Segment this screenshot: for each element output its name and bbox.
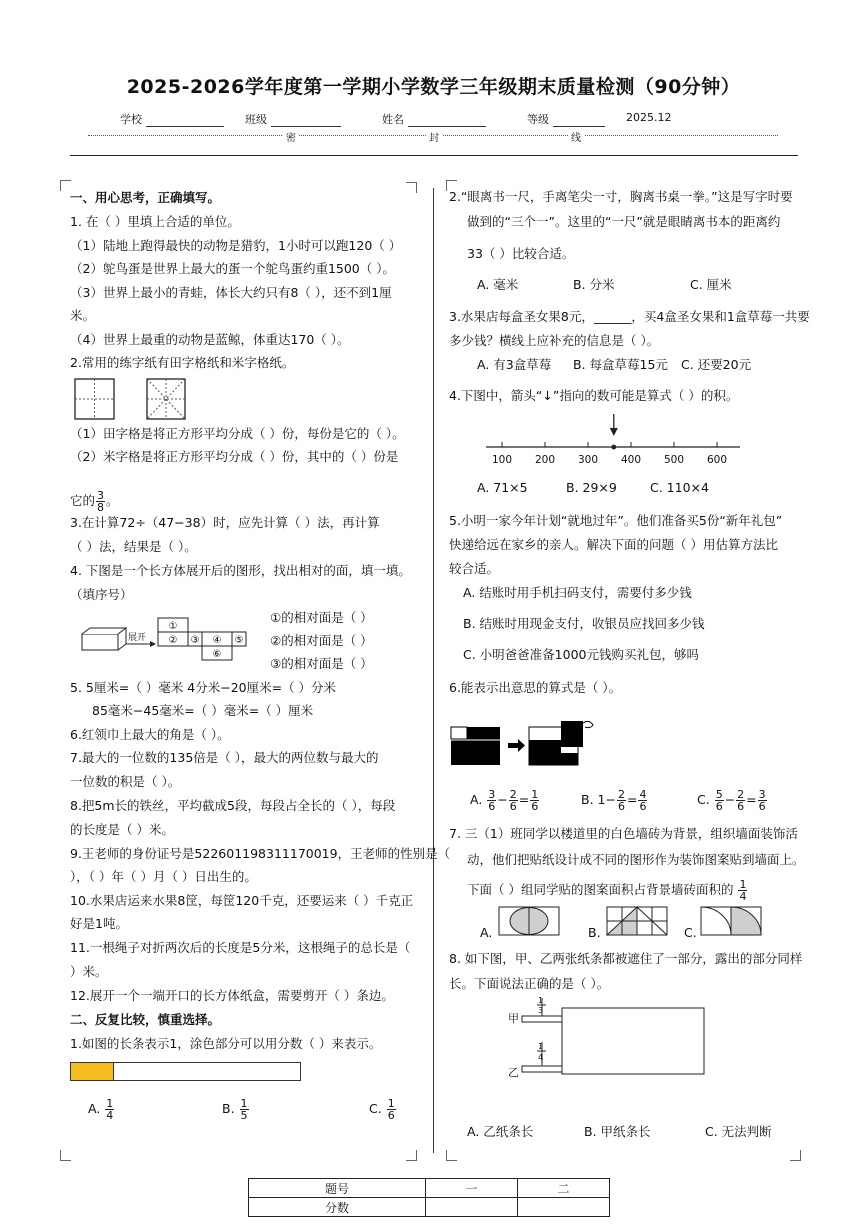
frac-den: 6 [639,800,647,813]
option-letter: A. [470,792,483,807]
grade-blank[interactable] [553,114,605,127]
frac-den: 6 [715,800,723,813]
number-line-tick-label: 600 [706,454,728,466]
tile-pattern-a[interactable] [498,906,560,936]
frac-num: 1 [387,1097,395,1110]
r-q3-option-a[interactable]: A. 有3盒草莓 [477,357,552,372]
jia-frac-den: 3 [538,1006,544,1015]
r-q4-option-b[interactable]: B. 29×9 [566,480,617,495]
expr-operator: = [518,792,530,807]
option-letter: B. [222,1101,235,1116]
number-line [486,410,746,466]
r-q5-line1: 5.小明一家今年计划“就地过年”。他们准备买5份“新年礼包” [449,513,783,528]
name-blank[interactable] [408,114,486,127]
r-q2-option-c[interactable]: C. 厘米 [690,277,732,292]
option-letter: C. [369,1101,382,1116]
s2-q1-option-a[interactable] [88,1098,115,1121]
q10-line2: 好是1吨。 [70,916,128,931]
q11-line2: ）米。 [70,964,108,979]
r-q7-line3-text: 下面（ ）组同学贴的图案面积占背景墙砖面积的 [467,882,734,897]
frac-num: 1 [106,1097,114,1110]
section-1-heading: 一、用心思考，正确填写。 [70,190,221,205]
corner-mark [60,1150,71,1161]
r-q8-option-c[interactable]: C. 无法判断 [705,1124,772,1139]
frac-den: 5 [240,1109,248,1122]
r-q4-option-a[interactable]: A. 71×5 [477,480,528,495]
r-q5-line3: 较合适。 [449,561,500,576]
expr-operator: = [746,792,757,807]
frac-num: 5 [715,788,723,801]
expr-operator: 1− [597,792,616,807]
q2-2-prefix: 它的 [70,493,96,508]
number-line-tick-label: 100 [491,454,513,466]
class-blank[interactable] [271,114,341,127]
option-letter: A. [88,1101,101,1116]
option-expression [486,788,540,813]
corner-mark [406,1150,417,1161]
r-q8-option-a[interactable]: A. 乙纸条长 [467,1124,534,1139]
r-q5-option-a[interactable]: A. 结账时用手机扫码支付，需要付多少钱 [463,585,692,600]
number-line-tick-label: 200 [534,454,556,466]
corner-mark [446,1150,457,1161]
q8-line1: 8.把5m长的铁丝，平均截成5段，每段占全长的（ ），每段 [70,798,396,813]
strip-jia-label: 甲 [508,1012,519,1025]
score-cell[interactable] [517,1198,609,1217]
frac-num: 2 [509,788,517,801]
cuboid-3d [82,628,126,650]
strip-yi-label: 乙 [508,1066,519,1079]
column-divider [433,188,434,1153]
expr-operator: = [626,792,638,807]
frac-den: 4 [739,890,747,903]
expr-fraction [509,789,518,812]
q2-stem: 2.常用的练字纸有田字格纸和米字格纸。 [70,355,295,370]
fraction-block-figure [451,715,601,767]
fraction-3-8 [96,490,105,513]
face-1: ① [168,621,178,632]
r-q3-line2: 多少钱？横线上应补充的信息是（ ）。 [449,333,660,348]
face-5: ⑤ [234,635,244,646]
school-label: 学校 [120,113,142,126]
frac-num: 1 [531,788,539,801]
number-line-tick-label: 300 [577,454,599,466]
frac-num: 1 [240,1097,248,1110]
q1-stem: 1. 在（ ）里填上合适的单位。 [70,214,240,229]
tile-pattern-b[interactable] [606,906,668,936]
r-q3-option-c[interactable]: C. 还要20元 [681,357,752,372]
q4-opposite-1: ①的相对面是（ ） [270,610,373,625]
r-q7-line3 [467,879,748,902]
option-expression [597,788,649,813]
r-q5-line2: 快递给远在家乡的亲人。解决下面的问题（ ）用估算方法比 [449,537,778,552]
frac-den: 6 [737,800,745,813]
mizige-square [147,379,185,419]
q7-line1: 7.最大的一位数的135倍是（ ），最大的两位数与最大的 [70,750,379,765]
frac-num: 3 [758,788,766,801]
frac-den: 6 [488,800,496,813]
r-q7-option-c-label[interactable]: C. [684,925,697,940]
q1-3: （3）世界上最小的青蛙，体长大约只有8（ ），还不到1厘 [70,285,392,300]
cuboid-net-figure [80,616,250,662]
r-q2-line3: 33（ ）比较合适。 [467,246,575,261]
r-q2-option-a[interactable]: A. 毫米 [477,277,519,292]
q1-4: （4）世界上最重的动物是蓝鲸，体重达170（ ）。 [70,332,350,347]
exam-date: 2025.12 [626,111,672,124]
q5-line1: 5. 5厘米=（ ）毫米 4分米−20厘米=（ ）分米 [70,680,337,695]
s2-q1-stem: 1.如图的长条表示1，涂色部分可以用分数（ ）来表示。 [70,1036,382,1051]
r-q7-option-a-label[interactable]: A. [480,925,493,940]
jia-frac-num: 1 [538,996,544,1005]
seal-char-xian: 线 [568,129,584,144]
frac-num: 1 [739,878,747,891]
q10-line1: 10.水果店运来水果8筐，每筐120千克，还要运来（ ）千克正 [70,893,414,908]
class-label: 班级 [245,113,267,126]
face-4: ④ [212,635,222,646]
frac-num: 2 [617,788,625,801]
r-q4-option-c[interactable]: C. 110×4 [650,480,709,495]
r-q2-option-b[interactable]: B. 分米 [573,277,615,292]
r-q4-stem: 4.下图中，箭头“↓”指向的数可能是算式（ ）的积。 [449,388,739,403]
section-2-heading: 二、反复比较，慎重选择。 [70,1012,221,1027]
q3-line2: （ ）法，结果是（ ）。 [70,539,197,554]
option-fraction [105,1098,114,1121]
r-q7-option-b-label[interactable]: B. [588,925,601,940]
seal-char-feng: 封 [426,129,442,144]
score-value-row [249,1198,610,1217]
expr-fraction [758,789,767,812]
name-label: 姓名 [382,113,404,126]
corner-mark [790,1150,801,1161]
seal-char-mi: 密 [283,129,299,144]
yi-frac-num: 1 [538,1042,544,1051]
q6: 6.红领巾上最大的角是（ ）。 [70,727,230,742]
q1-1: （1）陆地上跑得最快的动物是猎豹，1小时可以跑120（ ） [70,238,402,253]
r-q8-option-b[interactable]: B. 甲纸条长 [584,1124,651,1139]
name-field [382,111,486,127]
frac-den: 6 [531,800,539,813]
r-q7-line2: 动，他们把贴纸设计成不同的图形作为装饰图案贴到墙面上。 [467,852,805,867]
school-blank[interactable] [146,114,224,127]
class-field [245,111,341,127]
strip-yi [508,1042,562,1079]
header-rule [70,155,798,156]
expr-fraction [487,789,496,812]
face-3: ③ [190,635,200,646]
r-q6-option-b[interactable] [581,789,648,812]
school-field [120,111,224,127]
option-fraction [387,1098,396,1121]
frac-num: 3 [488,788,496,801]
q4-opposite-3: ③的相对面是（ ） [270,656,373,671]
q9-line2: ），（ ）年（ ）月（ ）日出生的。 [70,869,257,884]
q11-line1: 11.一根绳子对折两次后的长度是5分米，这根绳子的总长是（ [70,940,411,955]
r-q2-line2: 做到的“三个一”。这里的“一尺”就是眼睛离书本的距离约 [467,214,781,229]
expr-fraction [638,789,647,812]
expr-operator: − [497,792,508,807]
s2-q1-option-b[interactable] [222,1098,250,1121]
remaining-block [529,721,593,765]
r-q7-line1: 7. 三（1）班同学以楼道里的白色墙砖为背景，组织墙面装饰活 [449,826,798,841]
tile-pattern-c[interactable] [700,906,762,936]
q5-line2: 85毫米−45毫米=（ ）毫米=（ ）厘米 [92,703,314,718]
net-faces [158,618,246,660]
option-fraction [240,1098,249,1121]
frac-den: 6 [387,1109,395,1122]
s2-q1-option-c[interactable] [369,1098,397,1121]
q4-stem: 4. 下图是一个长方体展开后的图形，找出相对的面，填一填。 [70,563,411,578]
strip-jia [508,996,562,1025]
option-letter: B. [581,792,594,807]
shaded-part [71,1063,114,1080]
paper-strips-figure [500,994,710,1090]
grade-label: 等级 [527,113,549,126]
option-letter: C. [697,792,710,807]
option-expression [714,788,768,813]
frac-num: 4 [639,788,647,801]
face-2: ② [168,635,178,646]
score-table [248,1178,610,1217]
r-q3-option-b[interactable]: B. 每盒草莓15元 [573,357,668,372]
score-cell: 一 [425,1179,517,1198]
r-q2-line1: 2.“眼离书一尺，手离笔尖一寸，胸离书桌一拳。”这是写字时要 [449,189,793,204]
q7-line2: 一位数的积是（ ）。 [70,774,181,789]
frac-den: 8 [97,501,105,514]
score-header-row [249,1179,610,1198]
grade-field [527,111,605,127]
expr-fraction [530,789,539,812]
q8-line2: 的长度是（ ）米。 [70,822,174,837]
q2-2-suffix: 。 [106,493,119,508]
frac-den: 6 [617,800,625,813]
face-6: ⑥ [212,649,222,660]
grid-paper-figure [74,378,184,422]
r-q8-line2: 长。下面说法正确的是（ ）。 [449,976,610,991]
expr-fraction [617,789,626,812]
q3-line1: 3.在计算72÷（47−38）时，应先计算（ ）法，再计算 [70,515,380,530]
expr-fraction [715,789,724,812]
q2-2-cont [70,490,119,513]
frac-den: 6 [758,800,766,813]
q1-3-cont: 米。 [70,308,96,323]
r-q6-option-a[interactable] [470,789,540,812]
q2-2: （2）米字格是将正方形平均分成（ ）份，其中的（ ）份是 [70,449,399,464]
r-q6-option-c[interactable] [697,789,768,812]
unit-strip [70,1062,301,1081]
score-cell: 二 [517,1179,609,1198]
right-arrow [508,739,525,752]
r-q5-option-b[interactable]: B. 结账时用现金支付，收银员应找回多少钱 [463,616,705,631]
q1-2: （2）鸵鸟蛋是世界上最大的蛋一个鸵鸟蛋约重1500（ ）。 [70,261,395,276]
frac-den: 6 [509,800,517,813]
r-q6-stem: 6.能表示出意思的算式是（ ）。 [449,680,622,695]
number-line-tick-label: 400 [620,454,642,466]
corner-mark [406,182,417,193]
r-q5-option-c[interactable]: C. 小明爸爸准备1000元钱购买礼包，够吗 [463,647,699,662]
score-cell[interactable] [425,1198,517,1217]
expr-fraction [736,789,745,812]
q12: 12.展开一个一端开口的长方体纸盒，需要剪开（ ）条边。 [70,988,394,1003]
r-q3-line1: 3.水果店每盒圣女果8元，______，买4盒圣女果和1盒草莓一共要 [449,309,810,324]
unfold-label: 展开 [128,633,147,643]
frac-den: 4 [106,1109,114,1122]
score-cell: 题号 [249,1179,426,1198]
cover-rectangle [562,1008,704,1074]
down-arrow [610,414,618,449]
score-cell: 分数 [249,1198,426,1217]
q9-line1: 9.王老师的身份证号是522601198311170019，王老师的性别是（ [70,846,451,861]
yi-frac-den: 4 [538,1053,544,1062]
q4-opposite-2: ②的相对面是（ ） [270,633,373,648]
frac-num: 3 [97,489,105,502]
q4-note: （填序号） [70,587,133,602]
whole-block [451,727,500,765]
number-line-tick-label: 500 [663,454,685,466]
fraction-1-4 [738,879,747,902]
expr-operator: − [724,792,736,807]
q2-1: （1）田字格是将正方形平均分成（ ）份，每份是它的（ ）。 [70,426,405,441]
r-q8-line1: 8. 如下图，甲、乙两张纸条都被遮住了一部分，露出的部分同样 [449,951,803,966]
tianzige-square [75,379,114,419]
page-title: 2025-2026学年度第一学期小学数学三年级期末质量检测（90分钟） [126,76,741,98]
frac-num: 2 [737,788,745,801]
